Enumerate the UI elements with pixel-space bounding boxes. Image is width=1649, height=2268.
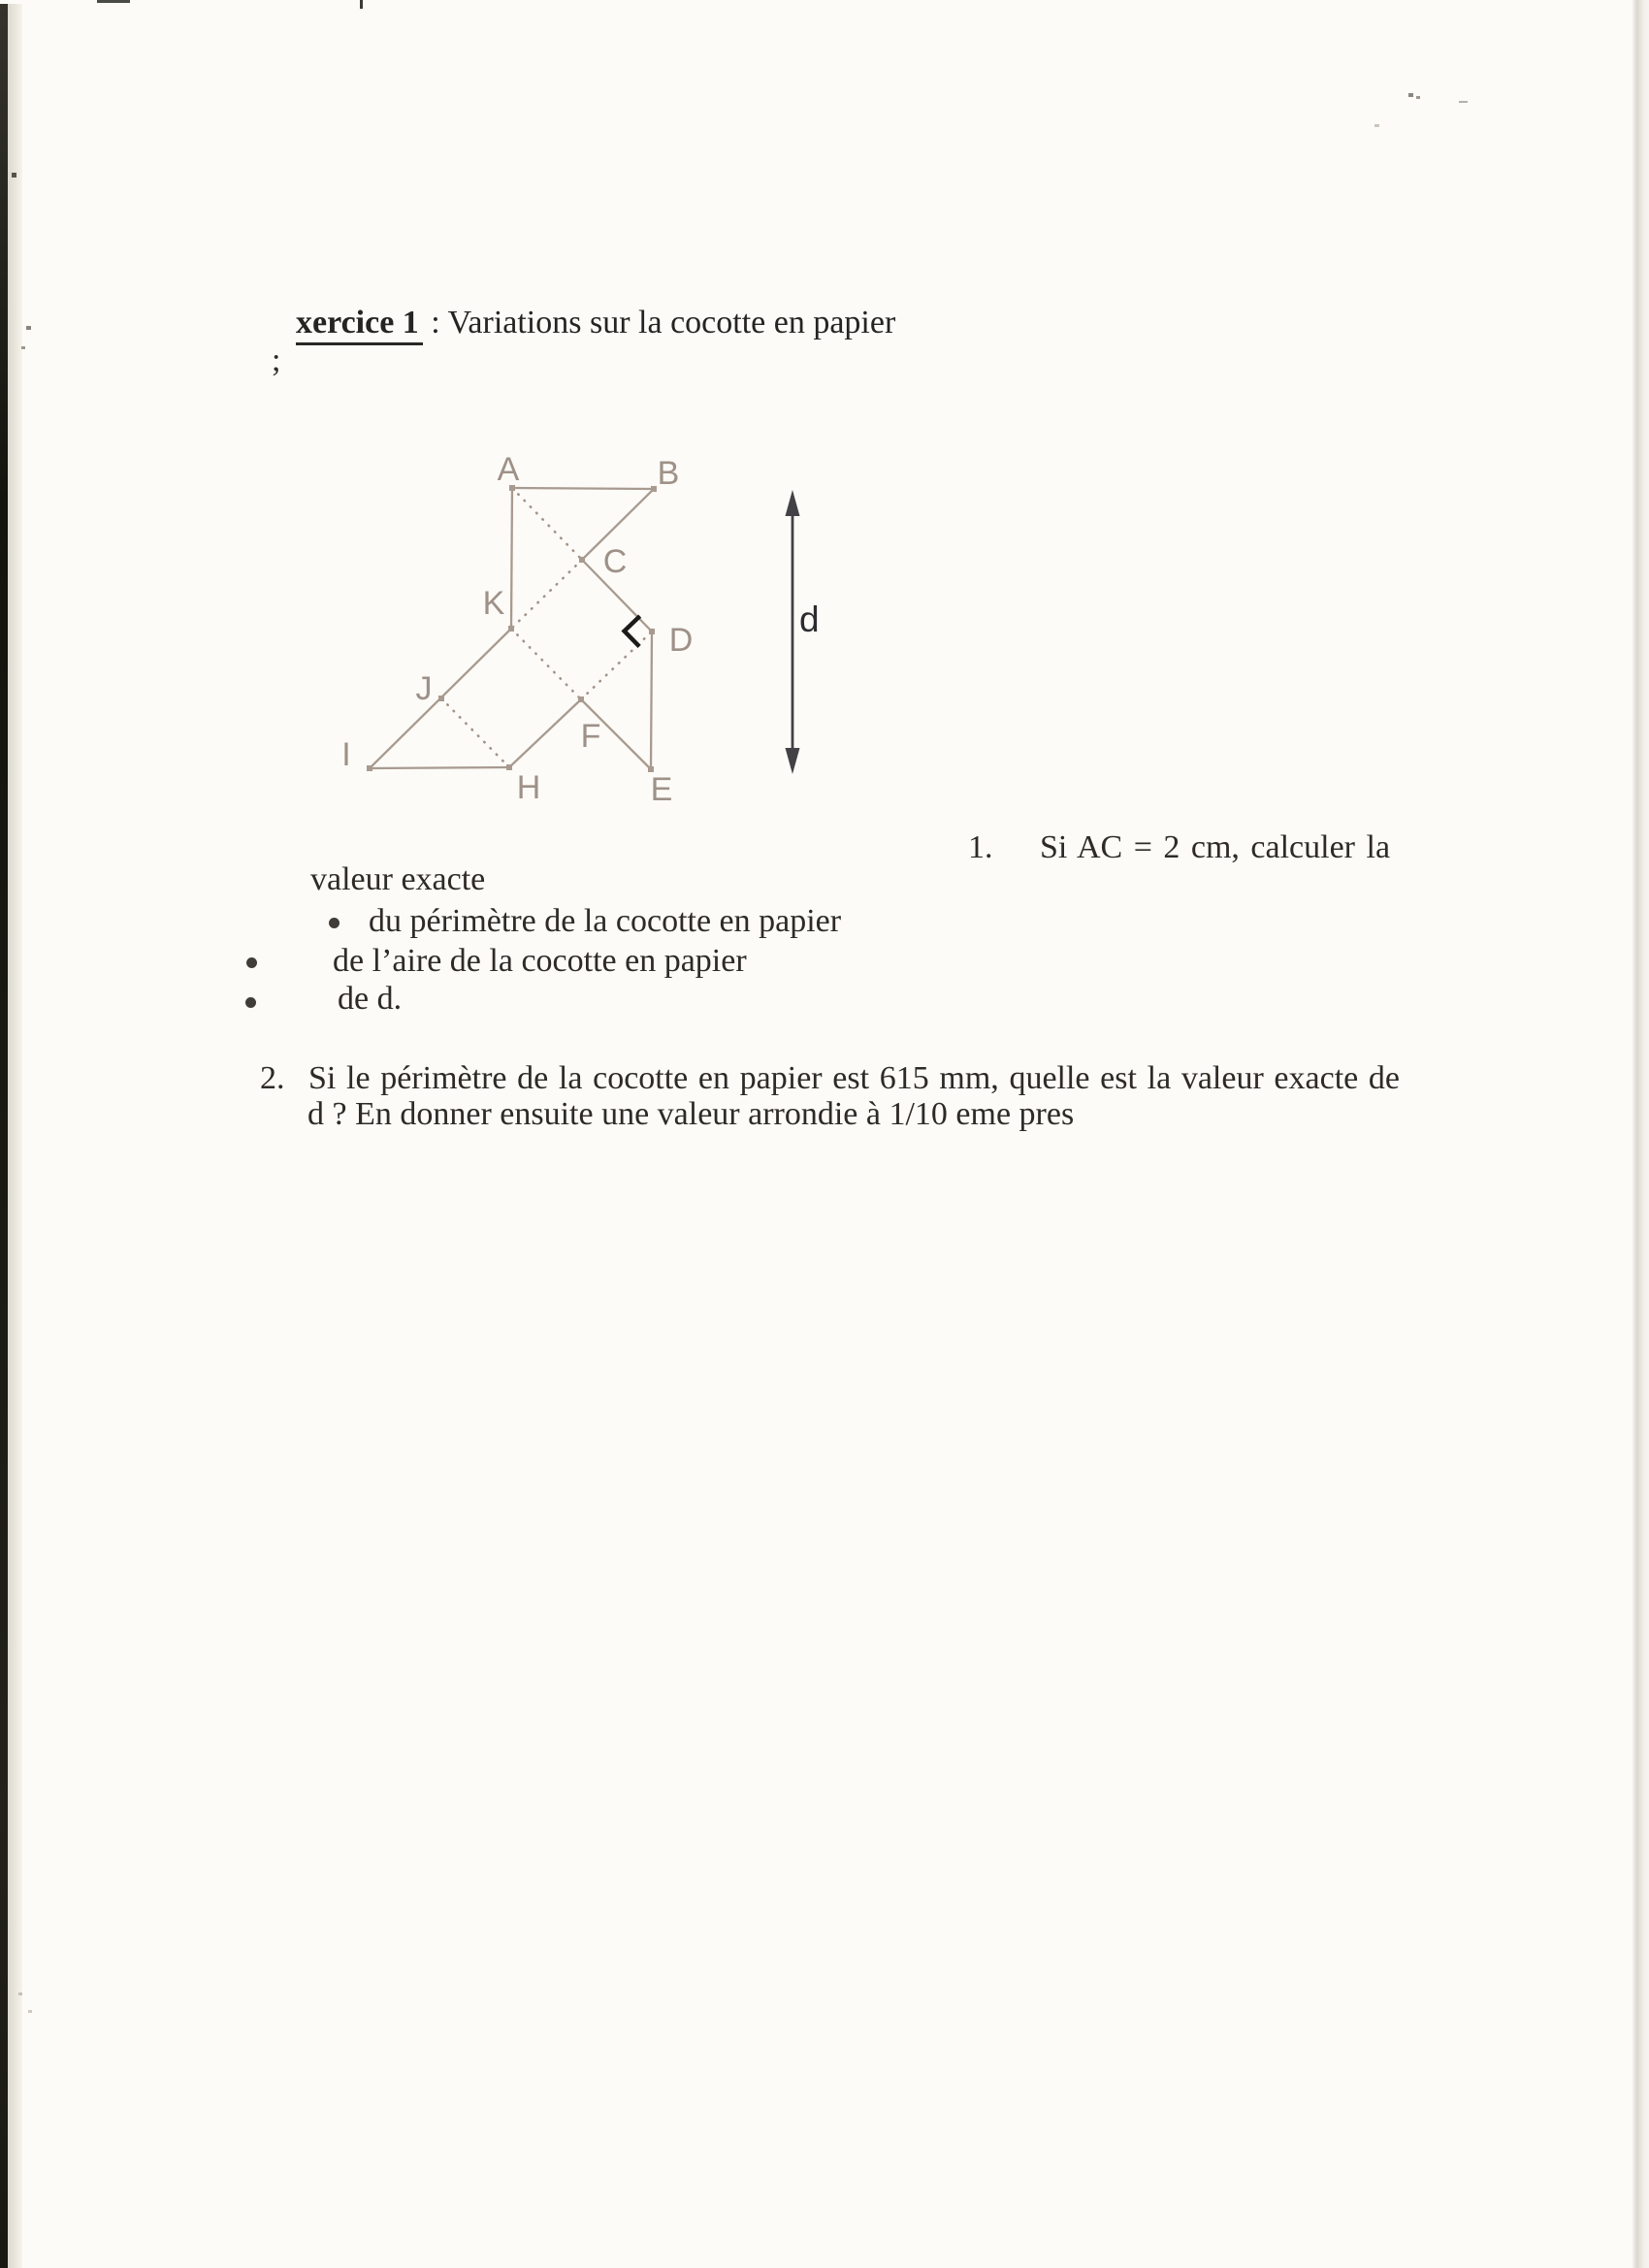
question1-number: 1. bbox=[968, 829, 993, 865]
bullet-icon bbox=[246, 957, 257, 968]
bullet-icon bbox=[329, 918, 340, 928]
arrow-up-icon bbox=[786, 490, 800, 516]
point-label-H: H bbox=[516, 769, 541, 806]
fold-line-AC bbox=[512, 488, 582, 560]
question2-line2: d ? En donner ensuite une valeur arrondie à 1/10 eme pres bbox=[307, 1096, 1075, 1132]
bullet-item-d: de d. bbox=[338, 981, 403, 1017]
fold-line-JH bbox=[441, 698, 509, 767]
point-dot-F bbox=[578, 697, 584, 702]
distance-label: d bbox=[799, 599, 820, 639]
exercise-title-text: : Variations sur la cocotte en papier bbox=[422, 305, 896, 340]
point-label-D: D bbox=[668, 622, 694, 659]
point-label-B: B bbox=[657, 455, 680, 492]
point-dot-C bbox=[579, 557, 585, 563]
edge-line-KA bbox=[511, 488, 512, 629]
point-label-C: C bbox=[602, 543, 628, 580]
question1-wrap-text: valeur exacte bbox=[310, 861, 486, 897]
point-dot-H bbox=[506, 764, 512, 770]
stray-semicolon: ; bbox=[272, 342, 281, 378]
edge-line-AB bbox=[512, 488, 654, 489]
point-dot-K bbox=[508, 626, 514, 632]
question2-number: 2. bbox=[260, 1060, 285, 1096]
fold-line-KF bbox=[511, 629, 581, 699]
right-angle-mark bbox=[625, 618, 638, 645]
edge-line-HI bbox=[370, 767, 509, 768]
point-dot-B bbox=[651, 486, 657, 492]
point-dot-D bbox=[649, 629, 655, 634]
point-dot-J bbox=[438, 696, 444, 701]
exercise-title-number: xercice 1 bbox=[296, 305, 423, 345]
point-label-E: E bbox=[650, 771, 673, 808]
question1-text: Si AC = 2 cm, calculer la bbox=[1040, 829, 1391, 865]
arrow-down-icon bbox=[786, 748, 800, 774]
point-label-F: F bbox=[580, 718, 601, 755]
point-label-A: A bbox=[497, 451, 520, 488]
point-dot-I bbox=[367, 765, 372, 771]
point-label-I: I bbox=[341, 736, 351, 773]
fold-line-CK bbox=[511, 560, 582, 629]
bullet-item-perimetre: du périmètre de la cocotte en papier bbox=[369, 903, 842, 939]
point-label-J: J bbox=[415, 670, 433, 707]
edge-line-FH bbox=[509, 699, 581, 767]
edge-line-DE bbox=[651, 632, 652, 769]
bullet-icon bbox=[245, 997, 256, 1008]
point-label-K: K bbox=[482, 585, 505, 622]
question2-line1: Si le périmètre de la cocotte en papier est 615 mm, quelle est la valeur exacte de bbox=[308, 1060, 1400, 1096]
bullet-item-aire: de l’aire de la cocotte en papier bbox=[333, 943, 747, 979]
fold-line-FD bbox=[581, 632, 652, 699]
